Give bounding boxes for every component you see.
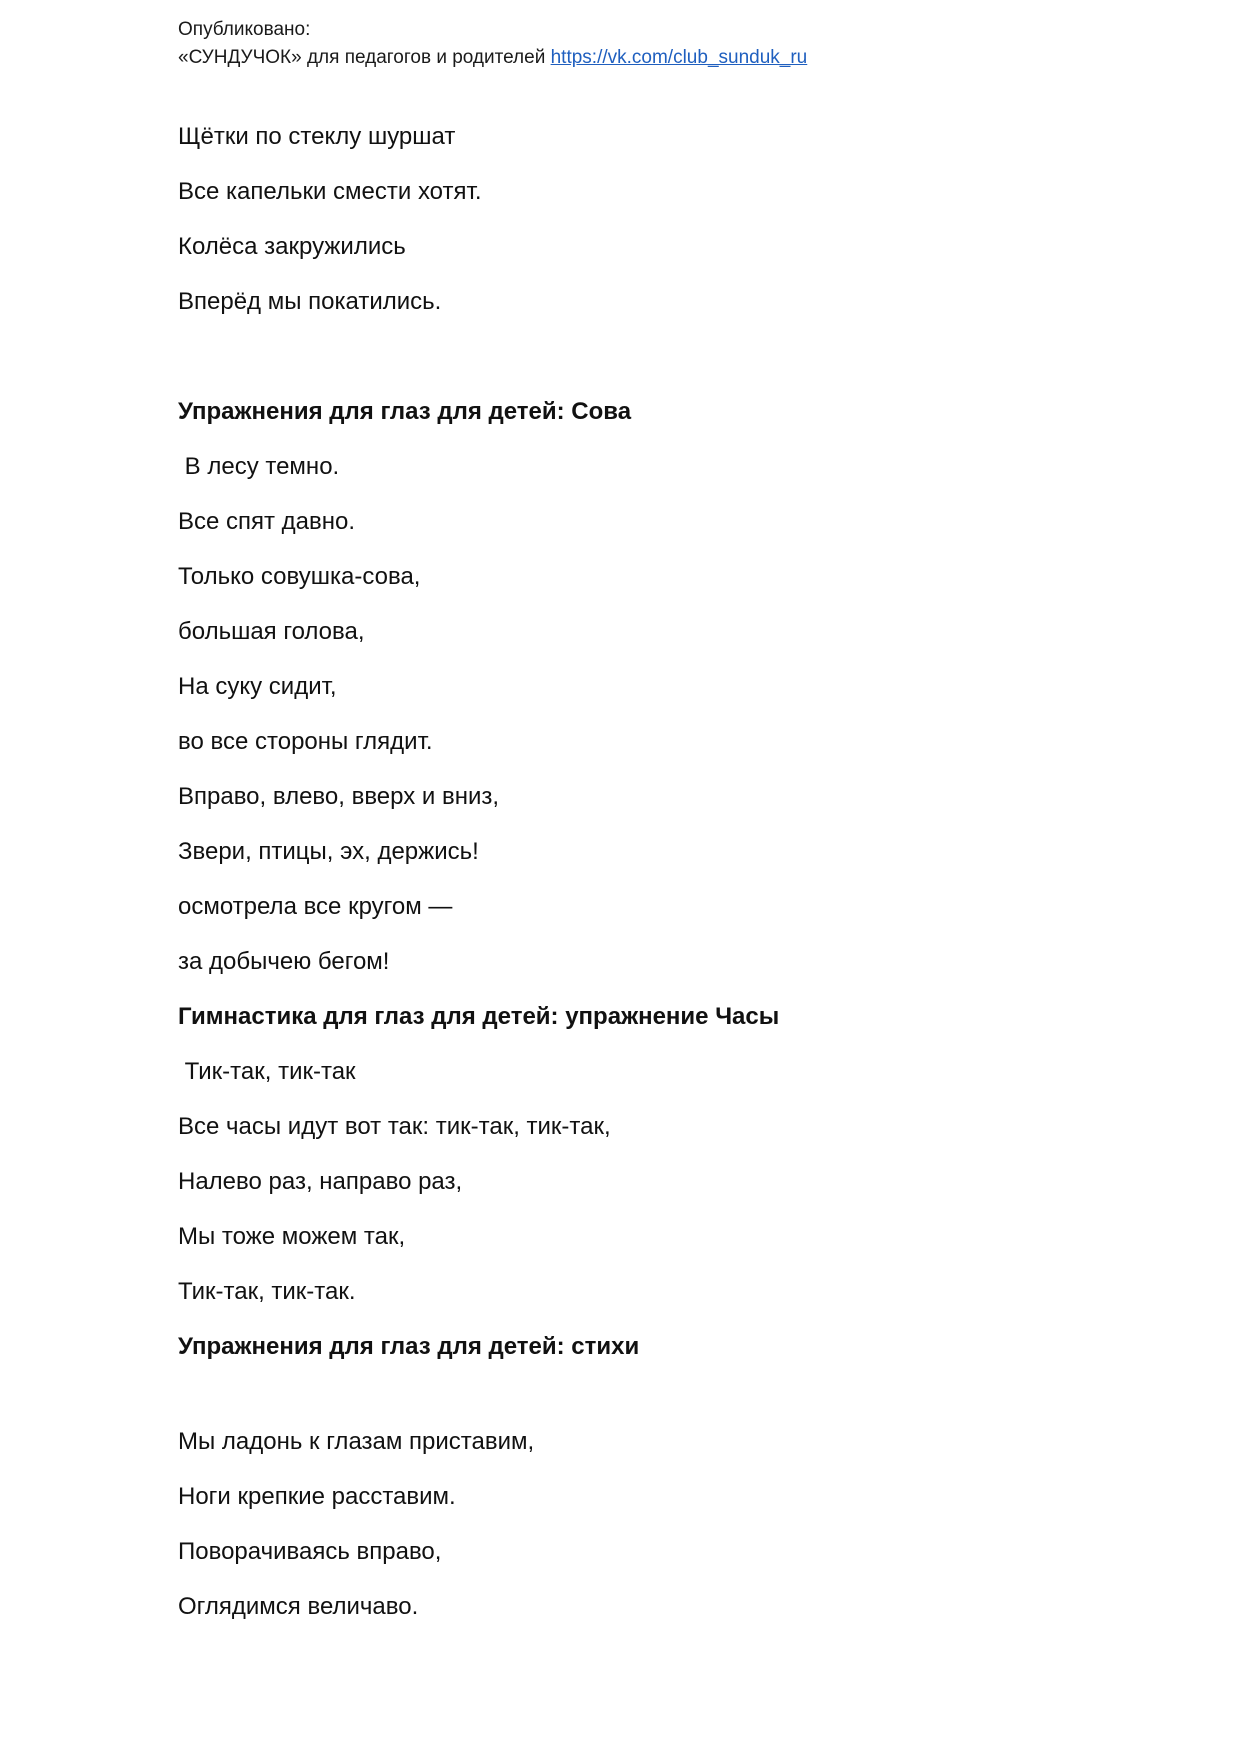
source-prefix: «СУНДУЧОК» для педагогов и родителей xyxy=(178,47,551,68)
section-title-owl: Упражнения для глаз для детей: Сова xyxy=(178,398,632,425)
poem-line: за добычею бегом! xyxy=(178,948,390,975)
publication-header xyxy=(178,16,807,72)
poem-line: Звери, птицы, эх, держись! xyxy=(178,838,479,865)
poem-line: На суку сидит, xyxy=(178,673,337,700)
poem-line: во все стороны глядит. xyxy=(178,728,433,755)
poem-line: Вперёд мы покатились. xyxy=(178,288,442,315)
poem-line: Только совушка-сова, xyxy=(178,563,421,590)
poem-line: осмотрела все кругом — xyxy=(178,893,453,920)
published-label: Опубликовано: xyxy=(178,19,311,40)
poem-line: Оглядимся величаво. xyxy=(178,1593,419,1620)
poem-line: Поворачиваясь вправо, xyxy=(178,1538,442,1565)
source-line xyxy=(178,44,807,72)
poem-line: Тик-так, тик-так. xyxy=(178,1278,356,1305)
source-link[interactable]: https://vk.com/club_sunduk_ru xyxy=(550,47,808,68)
poem-line: Щётки по стеклу шуршат xyxy=(178,123,456,150)
poem-line: Все спят давно. xyxy=(178,508,356,535)
poem-line: Колёса закружились xyxy=(178,233,406,260)
poem-line: Вправо, влево, вверх и вниз, xyxy=(178,783,500,810)
poem-line: В лесу темно. xyxy=(178,453,340,480)
poem-line: Налево раз, направо раз, xyxy=(178,1168,463,1195)
poem-line: Все капельки смести хотят. xyxy=(178,178,482,205)
poem-line: большая голова, xyxy=(178,618,365,645)
poem-line: Тик-так, тик-так xyxy=(178,1058,356,1085)
section-title-clock: Гимнастика для глаз для детей: упражнение Часы xyxy=(178,1003,780,1030)
poem-line: Мы ладонь к глазам приставим, xyxy=(178,1428,535,1455)
poem-line: Мы тоже можем так, xyxy=(178,1223,406,1250)
poem-line: Все часы идут вот так: тик-так, тик-так, xyxy=(178,1113,611,1140)
poem-line: Ноги крепкие расставим. xyxy=(178,1483,456,1510)
section-title-verses: Упражнения для глаз для детей: стихи xyxy=(178,1333,640,1360)
